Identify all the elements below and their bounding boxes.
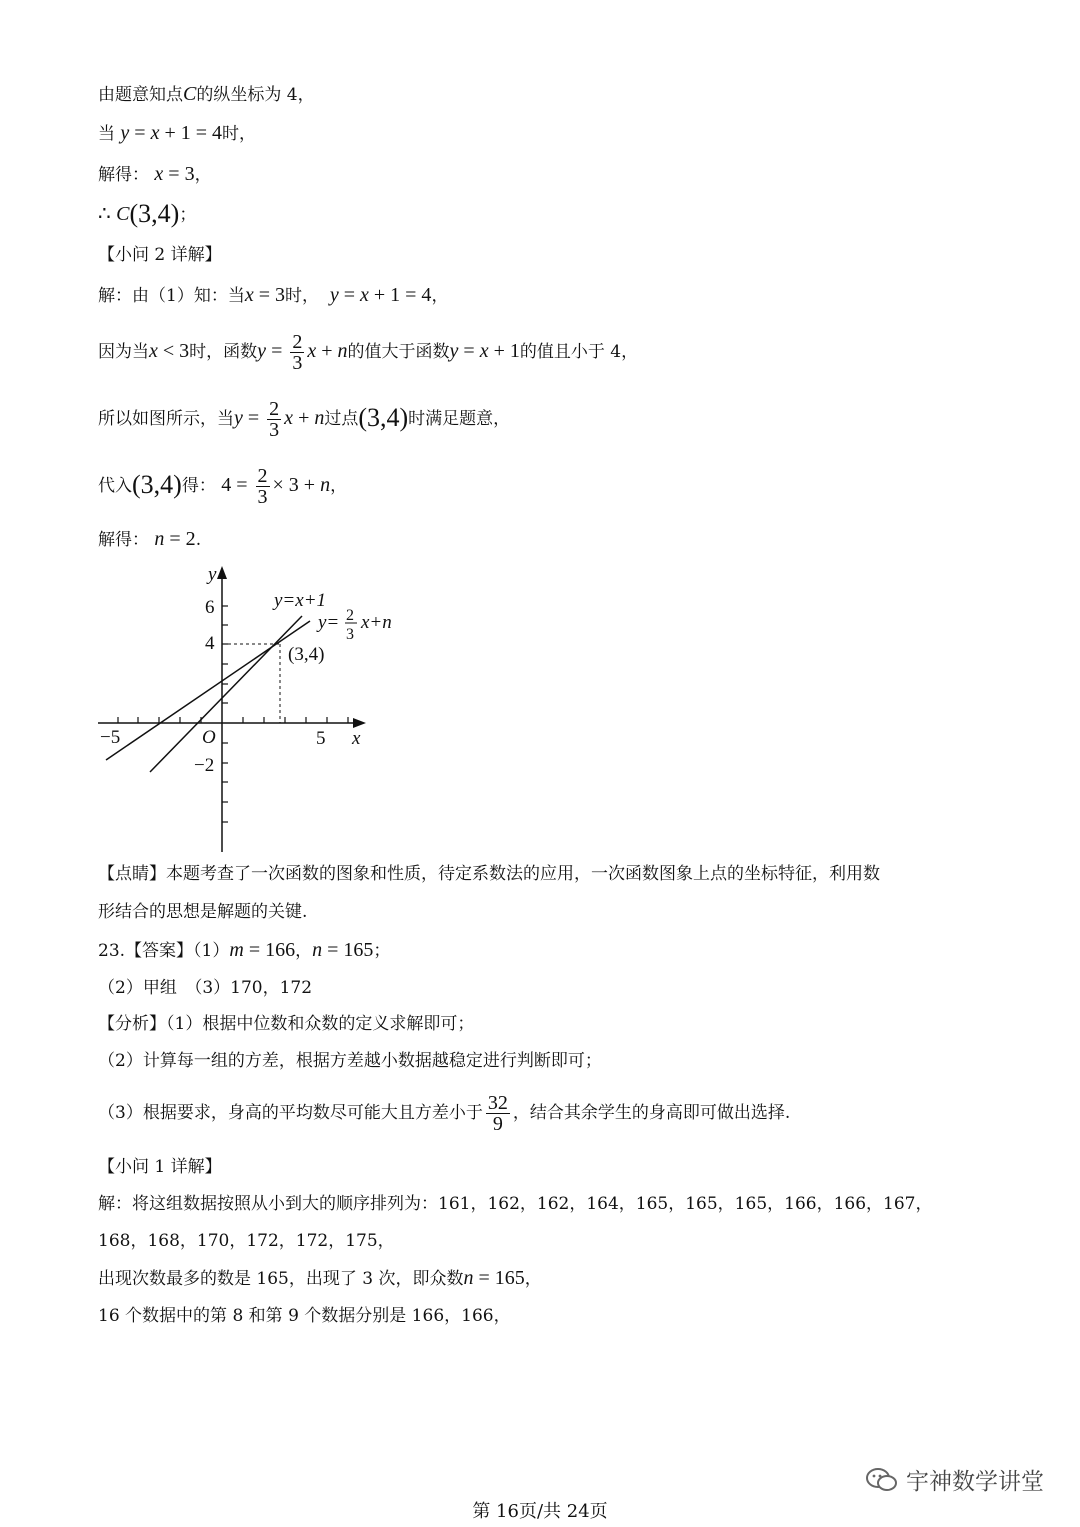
- math: + 1: [488, 340, 520, 362]
- text: 23.【答案】（1）: [98, 941, 230, 961]
- math: =: [129, 122, 151, 144]
- text: 时满足题意，: [408, 409, 511, 429]
- math: y: [257, 340, 267, 362]
- section-heading: 【小问 2 详解】: [98, 245, 222, 265]
- text-line: [98, 393, 510, 444]
- math: = 166: [243, 939, 296, 961]
- math: =: [242, 407, 265, 429]
- text-line: [98, 162, 212, 187]
- text-line: 【点睛】本题考查了一次函数的图象和性质，待定系数法的应用，一次函数图象上点的坐标特征，利用数: [98, 864, 880, 884]
- watermark: [865, 1463, 1044, 1496]
- denominator: 9: [492, 1113, 503, 1135]
- math: C: [116, 203, 130, 225]
- text-line: [98, 121, 256, 146]
- text-line: （2）甲组 （3）170，172: [98, 978, 313, 998]
- denominator: 3: [292, 352, 303, 374]
- math: (3,4): [129, 199, 180, 228]
- math: + 1 = 4: [159, 122, 223, 144]
- math: m: [229, 939, 244, 961]
- text: 代入: [98, 476, 132, 496]
- text-line: [98, 82, 315, 107]
- origin-label: O: [202, 727, 216, 748]
- tick-label-5: 5: [316, 728, 326, 749]
- text: 所以如图所示，当: [98, 409, 234, 429]
- text: 解：由（1）知：当: [98, 286, 245, 306]
- text-line: [98, 326, 638, 377]
- line2-label-num: 2: [346, 607, 354, 624]
- text-line: 【分析】（1）根据中位数和众数的定义求解即可；: [98, 1014, 475, 1034]
- math: y: [234, 407, 243, 429]
- y-axis-label: y: [208, 564, 217, 585]
- math: = 165: [473, 1267, 525, 1289]
- math: x: [307, 340, 317, 362]
- text-line: 16 个数据中的第 8 和第 9 个数据分别是 166，166，: [98, 1306, 511, 1326]
- line-y-eq-x-plus-1: [150, 616, 302, 772]
- section-heading: 【小问 1 详解】: [98, 1157, 222, 1177]
- math: 4 =: [221, 474, 253, 496]
- text: 时，: [285, 286, 319, 306]
- math: x: [154, 163, 164, 185]
- math: =: [266, 340, 288, 362]
- x-axis-label: x: [352, 728, 361, 749]
- fraction: [256, 466, 270, 507]
- math: =: [458, 340, 480, 362]
- text-line: [98, 199, 197, 228]
- math: n: [154, 528, 165, 550]
- fraction: [290, 332, 304, 373]
- text: 的值且小于 4，: [519, 342, 639, 362]
- text-line: [98, 1088, 790, 1138]
- math: +: [293, 407, 315, 429]
- tick-label-neg2: −2: [194, 755, 215, 776]
- math: × 3 +: [272, 474, 321, 496]
- math: n: [320, 474, 331, 496]
- x-axis-arrow-icon: [353, 718, 366, 728]
- text: 因为当: [98, 342, 149, 362]
- math: y: [449, 340, 459, 362]
- math: = 165: [322, 939, 374, 961]
- text: 解得：: [98, 530, 149, 550]
- text: 过点: [324, 409, 359, 429]
- line1-label: y=x+1: [274, 590, 327, 611]
- fraction: [486, 1093, 510, 1134]
- math: y: [329, 284, 339, 306]
- text-line: 168，168，170，172，172，175，: [98, 1231, 395, 1251]
- math: x: [284, 407, 294, 429]
- text-line: [98, 527, 201, 552]
- text: 得：: [181, 476, 216, 496]
- text: 时，函数: [189, 342, 258, 362]
- math: y: [120, 122, 130, 144]
- text: ；: [373, 941, 391, 961]
- text: ，: [524, 1269, 542, 1289]
- line2-label-den: 3: [346, 626, 354, 643]
- numerator: 32: [487, 1092, 508, 1114]
- text: 的纵坐标为 4，: [196, 85, 315, 105]
- math: ∴: [98, 203, 111, 225]
- text: 出现次数最多的数是 165，出现了 3 次，即众数: [98, 1269, 464, 1289]
- numerator: 2: [257, 465, 268, 487]
- math: x: [149, 340, 158, 362]
- math: x: [244, 284, 254, 306]
- answer-line: [98, 938, 390, 963]
- numerator: 2: [269, 398, 280, 420]
- math: (3,4): [132, 470, 182, 499]
- text: ；: [179, 205, 197, 225]
- math: < 3: [157, 340, 190, 362]
- text: 时，: [222, 124, 257, 144]
- text: 解得：: [98, 165, 149, 185]
- math: + 1 = 4: [368, 284, 432, 306]
- text-line: [98, 283, 448, 308]
- function-graph: [90, 560, 420, 855]
- text-line: [98, 460, 347, 511]
- text-line: 形结合的思想是解题的关键.: [98, 902, 308, 922]
- line2-label-suffix: x+n: [361, 612, 392, 633]
- denominator: 3: [269, 419, 280, 441]
- text: 当: [98, 124, 115, 144]
- text: 由题意知点: [98, 85, 183, 105]
- tick-label-4: 4: [205, 633, 215, 654]
- math: x: [479, 340, 489, 362]
- tick-label-6: 6: [205, 597, 215, 618]
- wechat-icon: [865, 1467, 899, 1493]
- text: （3）根据要求，身高的平均数尽可能大且方差小于: [98, 1103, 483, 1123]
- y-ticks: [222, 606, 228, 822]
- x-ticks: [118, 717, 348, 723]
- fraction: [267, 399, 281, 440]
- text: ，结合其余学生的身高即可做出选择.: [512, 1103, 791, 1123]
- text: ，: [431, 286, 449, 306]
- math: = 2: [164, 528, 196, 550]
- text: ，: [194, 165, 212, 185]
- text-line: （2）计算每一组的方差，根据方差越小数据越稳定进行判断即可；: [98, 1051, 602, 1071]
- text: .: [195, 530, 202, 550]
- text: 的值大于函数: [347, 342, 450, 362]
- text: ，: [295, 941, 313, 961]
- math: x: [150, 122, 160, 144]
- text-line: 解：将这组数据按照从小到大的顺序排列为：161，162，162，164，165，165，165，166，166，167，: [98, 1194, 933, 1214]
- watermark-text: 宇神数学讲堂: [906, 1469, 1044, 1495]
- denominator: 3: [257, 486, 268, 508]
- math: (3,4): [358, 403, 409, 432]
- page-footer: 第 16页/共 24页: [472, 1501, 608, 1522]
- line2-label-prefix: y=: [318, 612, 340, 633]
- text-line: [98, 1266, 542, 1291]
- y-axis-arrow-icon: [217, 566, 227, 579]
- numerator: 2: [292, 331, 303, 353]
- math: C: [183, 83, 197, 105]
- math: n: [314, 407, 325, 429]
- text: ，: [330, 476, 348, 496]
- math: n: [337, 340, 348, 362]
- math: x: [359, 284, 369, 306]
- math: n: [312, 939, 323, 961]
- math: = 3: [163, 163, 195, 185]
- math: = 3: [253, 284, 285, 306]
- math: +: [316, 340, 338, 362]
- math: n: [463, 1267, 474, 1289]
- point-label: (3,4): [288, 644, 325, 665]
- math: =: [338, 284, 360, 306]
- tick-label-neg5: −5: [100, 727, 121, 748]
